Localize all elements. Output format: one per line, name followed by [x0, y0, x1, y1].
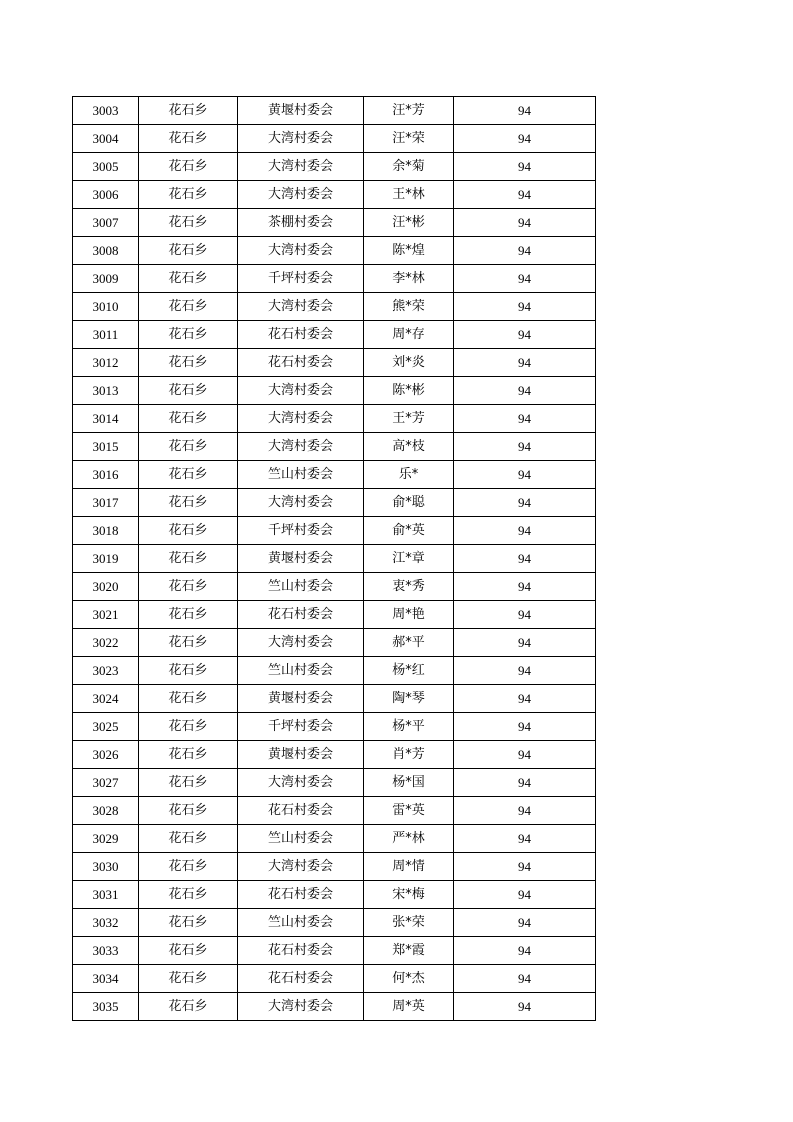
village-committee-cell: 竺山村委会 — [238, 573, 364, 601]
name-cell: 周*艳 — [364, 601, 454, 629]
name-cell: 周*情 — [364, 853, 454, 881]
name-cell: 俞*聪 — [364, 489, 454, 517]
village-committee-cell: 大湾村委会 — [238, 181, 364, 209]
township-cell: 花石乡 — [139, 461, 238, 489]
record-number-cell: 3007 — [73, 209, 139, 237]
township-cell: 花石乡 — [139, 713, 238, 741]
township-cell: 花石乡 — [139, 797, 238, 825]
village-committee-cell: 黄堰村委会 — [238, 685, 364, 713]
score-cell: 94 — [454, 209, 596, 237]
score-cell: 94 — [454, 993, 596, 1021]
score-cell: 94 — [454, 629, 596, 657]
table-row — [73, 853, 596, 881]
score-cell: 94 — [454, 573, 596, 601]
township-cell: 花石乡 — [139, 377, 238, 405]
record-number-cell: 3005 — [73, 153, 139, 181]
table-row — [73, 545, 596, 573]
record-number-cell: 3017 — [73, 489, 139, 517]
score-cell: 94 — [454, 321, 596, 349]
record-number-cell: 3014 — [73, 405, 139, 433]
township-cell: 花石乡 — [139, 489, 238, 517]
township-cell: 花石乡 — [139, 293, 238, 321]
score-cell: 94 — [454, 125, 596, 153]
name-cell: 陶*琴 — [364, 685, 454, 713]
record-number-cell: 3030 — [73, 853, 139, 881]
township-cell: 花石乡 — [139, 853, 238, 881]
name-cell: 衷*秀 — [364, 573, 454, 601]
record-number-cell: 3006 — [73, 181, 139, 209]
score-cell: 94 — [454, 937, 596, 965]
village-committee-cell: 大湾村委会 — [238, 433, 364, 461]
township-cell: 花石乡 — [139, 405, 238, 433]
table-row — [73, 405, 596, 433]
name-cell: 汪*彬 — [364, 209, 454, 237]
score-cell: 94 — [454, 517, 596, 545]
score-cell: 94 — [454, 377, 596, 405]
village-committee-cell: 竺山村委会 — [238, 909, 364, 937]
name-cell: 肖*芳 — [364, 741, 454, 769]
name-cell: 杨*平 — [364, 713, 454, 741]
name-cell: 周*存 — [364, 321, 454, 349]
village-committee-cell: 黄堰村委会 — [238, 741, 364, 769]
record-number-cell: 3013 — [73, 377, 139, 405]
score-cell: 94 — [454, 657, 596, 685]
name-cell: 杨*国 — [364, 769, 454, 797]
score-cell: 94 — [454, 713, 596, 741]
score-cell: 94 — [454, 601, 596, 629]
township-cell: 花石乡 — [139, 349, 238, 377]
score-cell: 94 — [454, 405, 596, 433]
score-cell: 94 — [454, 97, 596, 125]
village-committee-cell: 大湾村委会 — [238, 293, 364, 321]
village-committee-cell: 大湾村委会 — [238, 237, 364, 265]
score-cell: 94 — [454, 881, 596, 909]
village-committee-cell: 大湾村委会 — [238, 993, 364, 1021]
township-cell: 花石乡 — [139, 265, 238, 293]
table-row — [73, 993, 596, 1021]
village-committee-cell: 竺山村委会 — [238, 825, 364, 853]
record-number-cell: 3008 — [73, 237, 139, 265]
village-committee-cell: 茶棚村委会 — [238, 209, 364, 237]
record-number-cell: 3011 — [73, 321, 139, 349]
village-committee-cell: 花石村委会 — [238, 601, 364, 629]
township-cell: 花石乡 — [139, 881, 238, 909]
record-number-cell: 3021 — [73, 601, 139, 629]
records-table-body — [73, 97, 596, 1021]
record-number-cell: 3009 — [73, 265, 139, 293]
table-row — [73, 825, 596, 853]
village-committee-cell: 大湾村委会 — [238, 853, 364, 881]
name-cell: 严*林 — [364, 825, 454, 853]
record-number-cell: 3004 — [73, 125, 139, 153]
township-cell: 花石乡 — [139, 685, 238, 713]
score-cell: 94 — [454, 769, 596, 797]
record-number-cell: 3031 — [73, 881, 139, 909]
village-committee-cell: 大湾村委会 — [238, 489, 364, 517]
table-row — [73, 657, 596, 685]
township-cell: 花石乡 — [139, 321, 238, 349]
table-row — [73, 881, 596, 909]
record-number-cell: 3023 — [73, 657, 139, 685]
township-cell: 花石乡 — [139, 517, 238, 545]
name-cell: 杨*红 — [364, 657, 454, 685]
name-cell: 陈*彬 — [364, 377, 454, 405]
village-committee-cell: 大湾村委会 — [238, 125, 364, 153]
township-cell: 花石乡 — [139, 153, 238, 181]
score-cell: 94 — [454, 349, 596, 377]
township-cell: 花石乡 — [139, 741, 238, 769]
name-cell: 陈*煌 — [364, 237, 454, 265]
township-cell: 花石乡 — [139, 181, 238, 209]
village-committee-cell: 大湾村委会 — [238, 769, 364, 797]
table-row — [73, 461, 596, 489]
table-row — [73, 909, 596, 937]
record-number-cell: 3010 — [73, 293, 139, 321]
score-cell: 94 — [454, 685, 596, 713]
records-table — [72, 96, 596, 1021]
score-cell: 94 — [454, 181, 596, 209]
name-cell: 高*枝 — [364, 433, 454, 461]
record-number-cell: 3003 — [73, 97, 139, 125]
village-committee-cell: 花石村委会 — [238, 881, 364, 909]
township-cell: 花石乡 — [139, 573, 238, 601]
township-cell: 花石乡 — [139, 125, 238, 153]
village-committee-cell: 大湾村委会 — [238, 629, 364, 657]
village-committee-cell: 千坪村委会 — [238, 265, 364, 293]
township-cell: 花石乡 — [139, 965, 238, 993]
record-number-cell: 3028 — [73, 797, 139, 825]
township-cell: 花石乡 — [139, 657, 238, 685]
score-cell: 94 — [454, 797, 596, 825]
name-cell: 乐* — [364, 461, 454, 489]
table-row — [73, 965, 596, 993]
record-number-cell: 3029 — [73, 825, 139, 853]
name-cell: 郑*霞 — [364, 937, 454, 965]
score-cell: 94 — [454, 741, 596, 769]
record-number-cell: 3018 — [73, 517, 139, 545]
township-cell: 花石乡 — [139, 993, 238, 1021]
name-cell: 江*章 — [364, 545, 454, 573]
name-cell: 何*杰 — [364, 965, 454, 993]
record-number-cell: 3027 — [73, 769, 139, 797]
name-cell: 宋*梅 — [364, 881, 454, 909]
township-cell: 花石乡 — [139, 937, 238, 965]
table-row — [73, 237, 596, 265]
township-cell: 花石乡 — [139, 825, 238, 853]
record-number-cell: 3035 — [73, 993, 139, 1021]
village-committee-cell: 大湾村委会 — [238, 405, 364, 433]
village-committee-cell: 花石村委会 — [238, 797, 364, 825]
score-cell: 94 — [454, 293, 596, 321]
score-cell: 94 — [454, 909, 596, 937]
score-cell: 94 — [454, 433, 596, 461]
name-cell: 张*荣 — [364, 909, 454, 937]
record-number-cell: 3034 — [73, 965, 139, 993]
score-cell: 94 — [454, 489, 596, 517]
record-number-cell: 3016 — [73, 461, 139, 489]
table-row — [73, 97, 596, 125]
table-row — [73, 265, 596, 293]
village-committee-cell: 千坪村委会 — [238, 517, 364, 545]
name-cell: 郝*平 — [364, 629, 454, 657]
record-number-cell: 3015 — [73, 433, 139, 461]
table-row — [73, 769, 596, 797]
table-row — [73, 153, 596, 181]
village-committee-cell: 竺山村委会 — [238, 657, 364, 685]
score-cell: 94 — [454, 825, 596, 853]
village-committee-cell: 花石村委会 — [238, 937, 364, 965]
record-number-cell: 3032 — [73, 909, 139, 937]
table-row — [73, 685, 596, 713]
table-row — [73, 573, 596, 601]
table-row — [73, 601, 596, 629]
score-cell: 94 — [454, 237, 596, 265]
township-cell: 花石乡 — [139, 433, 238, 461]
name-cell: 周*英 — [364, 993, 454, 1021]
table-row — [73, 713, 596, 741]
table-row — [73, 433, 596, 461]
name-cell: 李*林 — [364, 265, 454, 293]
table-row — [73, 937, 596, 965]
township-cell: 花石乡 — [139, 769, 238, 797]
village-committee-cell: 黄堰村委会 — [238, 545, 364, 573]
township-cell: 花石乡 — [139, 545, 238, 573]
village-committee-cell: 千坪村委会 — [238, 713, 364, 741]
score-cell: 94 — [454, 461, 596, 489]
township-cell: 花石乡 — [139, 237, 238, 265]
record-number-cell: 3033 — [73, 937, 139, 965]
name-cell: 王*林 — [364, 181, 454, 209]
village-committee-cell: 黄堰村委会 — [238, 97, 364, 125]
score-cell: 94 — [454, 545, 596, 573]
table-row — [73, 293, 596, 321]
record-number-cell: 3012 — [73, 349, 139, 377]
name-cell: 俞*英 — [364, 517, 454, 545]
table-row — [73, 377, 596, 405]
name-cell: 王*芳 — [364, 405, 454, 433]
township-cell: 花石乡 — [139, 909, 238, 937]
table-row — [73, 741, 596, 769]
name-cell: 汪*芳 — [364, 97, 454, 125]
village-committee-cell: 大湾村委会 — [238, 377, 364, 405]
record-number-cell: 3022 — [73, 629, 139, 657]
table-row — [73, 321, 596, 349]
township-cell: 花石乡 — [139, 97, 238, 125]
score-cell: 94 — [454, 965, 596, 993]
name-cell: 熊*荣 — [364, 293, 454, 321]
table-row — [73, 517, 596, 545]
table-row — [73, 349, 596, 377]
table-row — [73, 209, 596, 237]
table-row — [73, 181, 596, 209]
name-cell: 雷*英 — [364, 797, 454, 825]
name-cell: 余*菊 — [364, 153, 454, 181]
village-committee-cell: 花石村委会 — [238, 349, 364, 377]
township-cell: 花石乡 — [139, 209, 238, 237]
record-number-cell: 3019 — [73, 545, 139, 573]
record-number-cell: 3025 — [73, 713, 139, 741]
village-committee-cell: 花石村委会 — [238, 965, 364, 993]
table-row — [73, 125, 596, 153]
table-row — [73, 629, 596, 657]
record-number-cell: 3020 — [73, 573, 139, 601]
village-committee-cell: 竺山村委会 — [238, 461, 364, 489]
score-cell: 94 — [454, 265, 596, 293]
township-cell: 花石乡 — [139, 601, 238, 629]
score-cell: 94 — [454, 153, 596, 181]
table-row — [73, 797, 596, 825]
name-cell: 刘*炎 — [364, 349, 454, 377]
record-number-cell: 3026 — [73, 741, 139, 769]
record-number-cell: 3024 — [73, 685, 139, 713]
table-row — [73, 489, 596, 517]
name-cell: 汪*荣 — [364, 125, 454, 153]
township-cell: 花石乡 — [139, 629, 238, 657]
score-cell: 94 — [454, 853, 596, 881]
village-committee-cell: 花石村委会 — [238, 321, 364, 349]
village-committee-cell: 大湾村委会 — [238, 153, 364, 181]
